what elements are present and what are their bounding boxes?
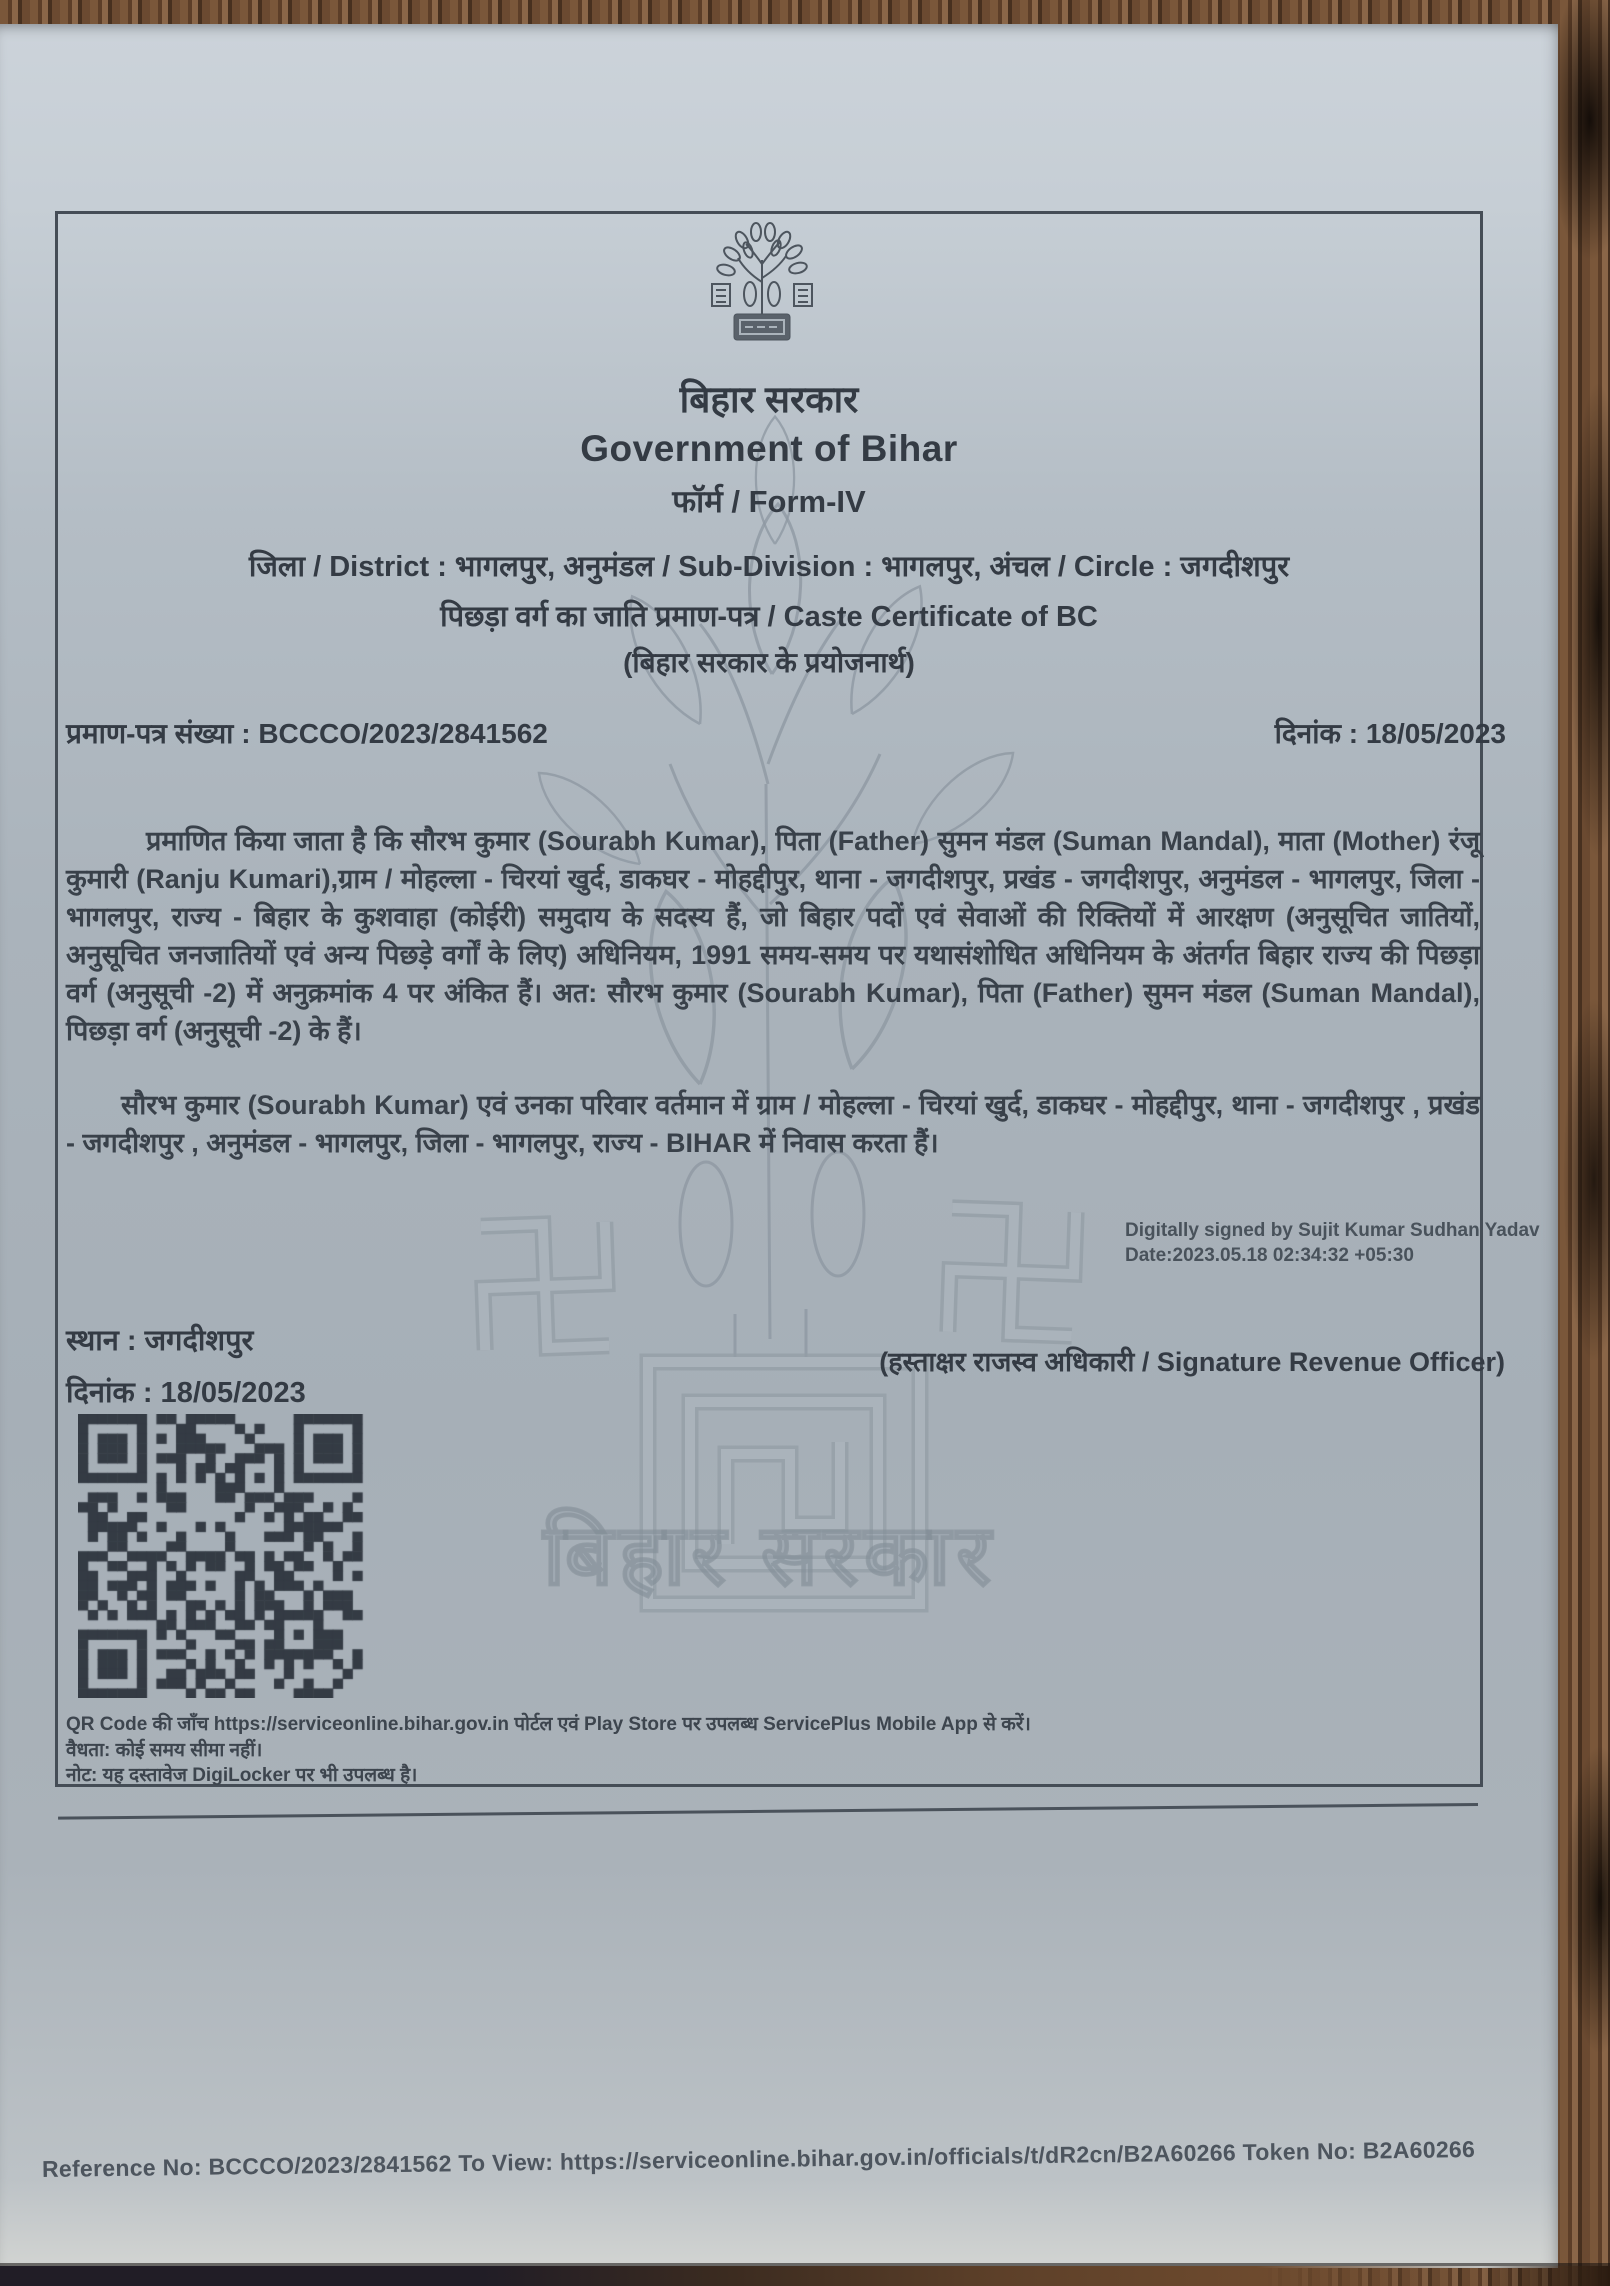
- border-bottom-line: [58, 1803, 1478, 1820]
- district-line: जिला / District : भागलपुर, अनुमंडल / Sub-Division : भागलपुर, अंचल / Circle : जगदीशपुर: [248, 551, 1290, 583]
- footer-reference-line: Reference No: BCCCO/2023/2841562 To View: https://serviceonline.bihar.gov.in/officials/t/dR2cn/B2A60266 Token No: B2A60266: [41, 2135, 1476, 2182]
- form-number-line: फॉर्म / Form-IV: [672, 484, 866, 519]
- purpose-line: (बिहार सरकार के प्रयोजनार्थ): [623, 647, 915, 678]
- bihar-emblem-icon: [698, 220, 826, 346]
- place-line: स्थान : जगदीशपुर: [66, 1325, 254, 1357]
- paper: [0, 24, 1558, 2268]
- qr-code: [78, 1414, 368, 1698]
- certificate-body-paragraph-2: सौरभ कुमार (Sourabh Kumar) एवं उनका परिवार वर्तमान में ग्राम / मोहल्ला - चिरयां खुर्द, डाकघर - मोहद्दीपुर, थाना - जगदीशपुर , प्रखंड - जगदीशपुर , अनुमंडल - भागलपुर, जिला - भागलपुर, राज्य - BIHAR में निवास करता हैं।: [66, 1090, 1480, 1158]
- certificate-meta-row: [66, 714, 1506, 752]
- watermark-text: बिहार सरकार: [543, 1508, 997, 1602]
- digital-signature-note: [1125, 1218, 1545, 1268]
- qr-note-line-2: वैधता: कोई समय सीमा नहीं।: [66, 1740, 263, 1761]
- table-edge: [0, 2266, 1610, 2286]
- date-line: दिनांक : 18/05/2023: [66, 1377, 306, 1409]
- digital-signature-line-2: Date:2023.05.18 02:34:32 +05:30: [1125, 1245, 1414, 1266]
- signature-officer-line: (हस्ताक्षर राजस्व अधिकारी / Signature Revenue Officer): [879, 1347, 1505, 1377]
- page-title-hindi: बिहार सरकार: [679, 379, 859, 420]
- digital-signature-line-1: Digitally signed by Sujit Kumar Sudhan Yadav: [1125, 1220, 1540, 1241]
- page-title-english: Government of Bihar: [580, 428, 958, 469]
- certificate-body-paragraph-1: प्रमाणित किया जाता है कि सौरभ कुमार (Sourabh Kumar), पिता (Father) सुमन मंडल (Suman Mandal), माता (Mother) रंजू कुमारी (Ranju Kumari),ग्राम / मोहल्ला - चिरयां खुर्द, डाकघर - मोहद्दीपुर, थाना - जगदीशपुर, प्रखंड - जगदीशपुर, अनुमंडल - भागलपुर, जिला - भागलपुर, राज्य - बिहार के कुशवाहा (कोईरी) समुदाय के सदस्य हैं, जो बिहार पदों एवं सेवाओं की रिक्तियों में आरक्षण (अनुसूचित जातियों, अनुसूचित जनजातियों एवं अन्य पिछड़े वर्गों के लिए) अधिनियम, 1991 समय-समय पर यथासंशोधित अधिनियम के अंतर्गत बिहार राज्य की पिछड़ा वर्ग (अनुसूची -2) में अनुक्रमांक 4 पर अंकित हैं। अत: सौरभ कुमार (Sourabh Kumar), पिता (Father) सुमन मंडल (Suman Mandal), पिछड़ा वर्ग (अनुसूची -2) के हैं।: [66, 826, 1480, 1046]
- certificate-type-line: पिछड़ा वर्ग का जाति प्रमाण-पत्र / Caste Certificate of BC: [440, 601, 1098, 633]
- issue-date: दिनांक : 18/05/2023: [1274, 718, 1506, 749]
- qr-note-line-3: नोट: यह दस्तावेज DigiLocker पर भी उपलब्ध है।: [66, 1765, 418, 1786]
- certificate-number: प्रमाण-पत्र संख्या : BCCCO/2023/2841562: [66, 718, 548, 749]
- qr-note-line-1: QR Code की जाँच https://serviceonline.bihar.gov.in पोर्टल एवं Play Store पर उपलब्ध ServicePlus Mobile App से करें।: [66, 1714, 1031, 1735]
